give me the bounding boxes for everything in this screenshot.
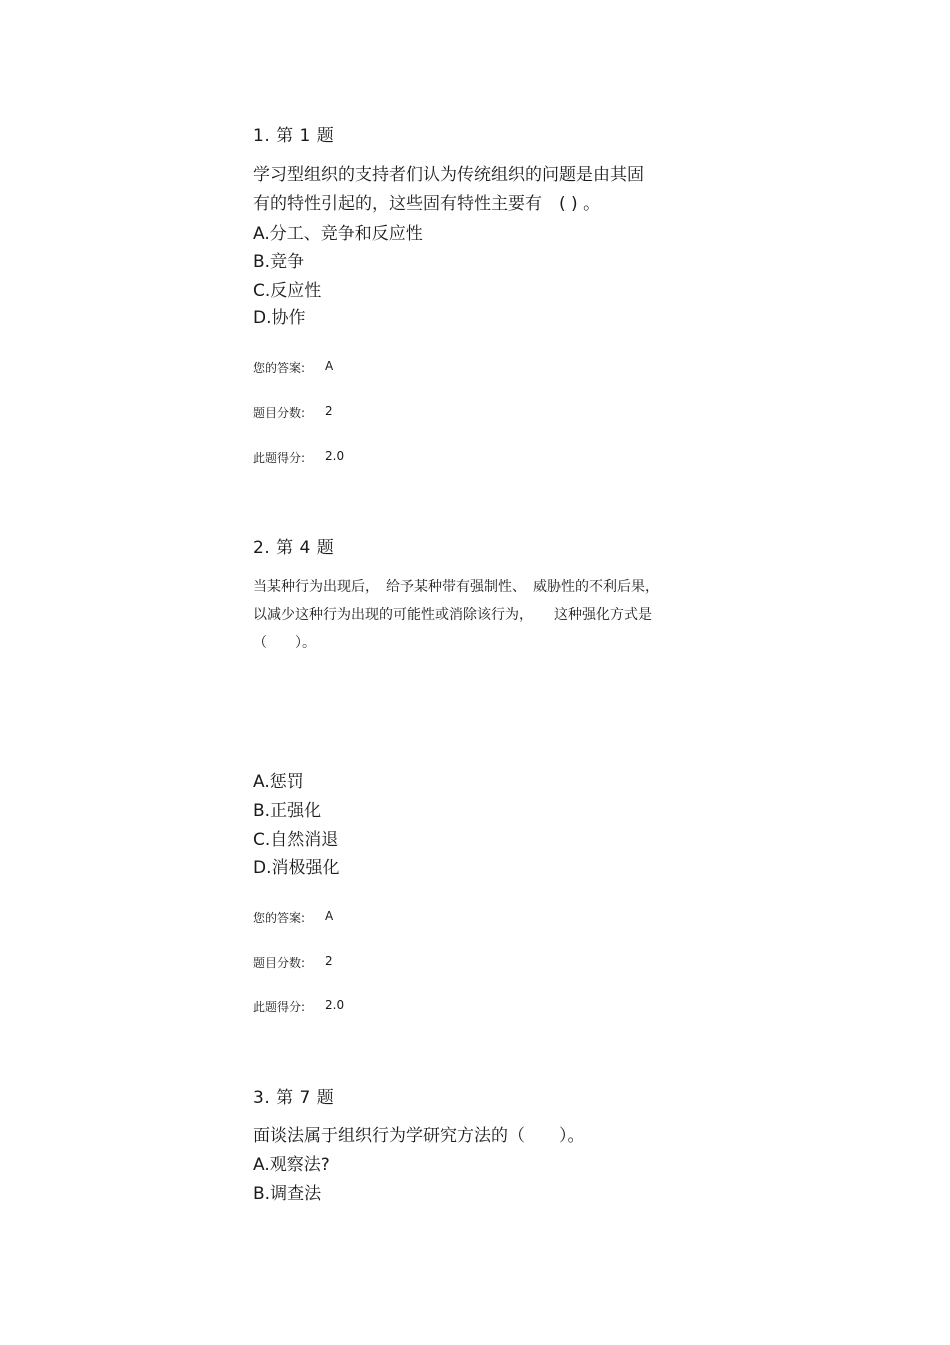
score-value: 2.0	[325, 449, 345, 463]
question-2-option-a: A.惩罚	[253, 772, 304, 792]
question-3-stem-line-1: 面谈法属于组织行为学研究方法的（ ）。	[253, 1126, 585, 1146]
question-1-heading: 1. 第 1 题	[253, 126, 335, 146]
question-2-points-row	[253, 954, 403, 971]
points-label: 题目分数:	[253, 406, 306, 420]
question-1-points-row	[253, 404, 403, 421]
question-2-option-b: B.正强化	[253, 801, 322, 821]
question-3-option-b: B.调查法	[253, 1184, 322, 1204]
answer-value: A	[325, 359, 334, 373]
question-2-score-row	[253, 998, 403, 1015]
points-value: 2	[325, 404, 333, 418]
question-1-option-b: B.竞争	[253, 252, 305, 272]
question-2-heading: 2. 第 4 题	[253, 538, 335, 558]
question-1-option-c: C.反应性	[253, 281, 322, 301]
score-label: 此题得分:	[253, 451, 306, 465]
question-1-option-a: A.分工、竞争和反应性	[253, 224, 423, 244]
question-1-score-row	[253, 449, 403, 466]
question-3-heading: 3. 第 7 题	[253, 1088, 335, 1108]
question-3-option-a: A.观察法?	[253, 1155, 330, 1175]
answer-value: A	[325, 909, 334, 923]
question-2-stem-line-1: 当某种行为出现后， 给予某种带有强制性、 威胁性的不利后果，	[253, 579, 659, 595]
score-value: 2.0	[325, 998, 345, 1012]
question-1-option-d: D.协作	[253, 308, 306, 328]
question-2-stem-line-3: （ ）。	[253, 635, 316, 651]
question-2-answer-row	[253, 909, 403, 926]
question-1-stem-line-1: 学习型组织的支持者们认为传统组织的问题是由其固	[253, 165, 644, 185]
question-1-stem-line-2: 有的特性引起的，这些固有特性主要有 ( ) 。	[253, 194, 601, 214]
points-label: 题目分数:	[253, 956, 306, 970]
question-2-option-c: C.自然消退	[253, 830, 339, 850]
answer-label: 您的答案:	[253, 361, 306, 375]
question-1-answer-row	[253, 359, 403, 376]
question-2-option-d: D.消极强化	[253, 858, 340, 878]
question-2-stem-line-2: 以减少这种行为出现的可能性或消除该行为， 这种强化方式是	[253, 607, 652, 623]
answer-label: 您的答案:	[253, 911, 306, 925]
points-value: 2	[325, 954, 333, 968]
score-label: 此题得分:	[253, 1000, 306, 1014]
